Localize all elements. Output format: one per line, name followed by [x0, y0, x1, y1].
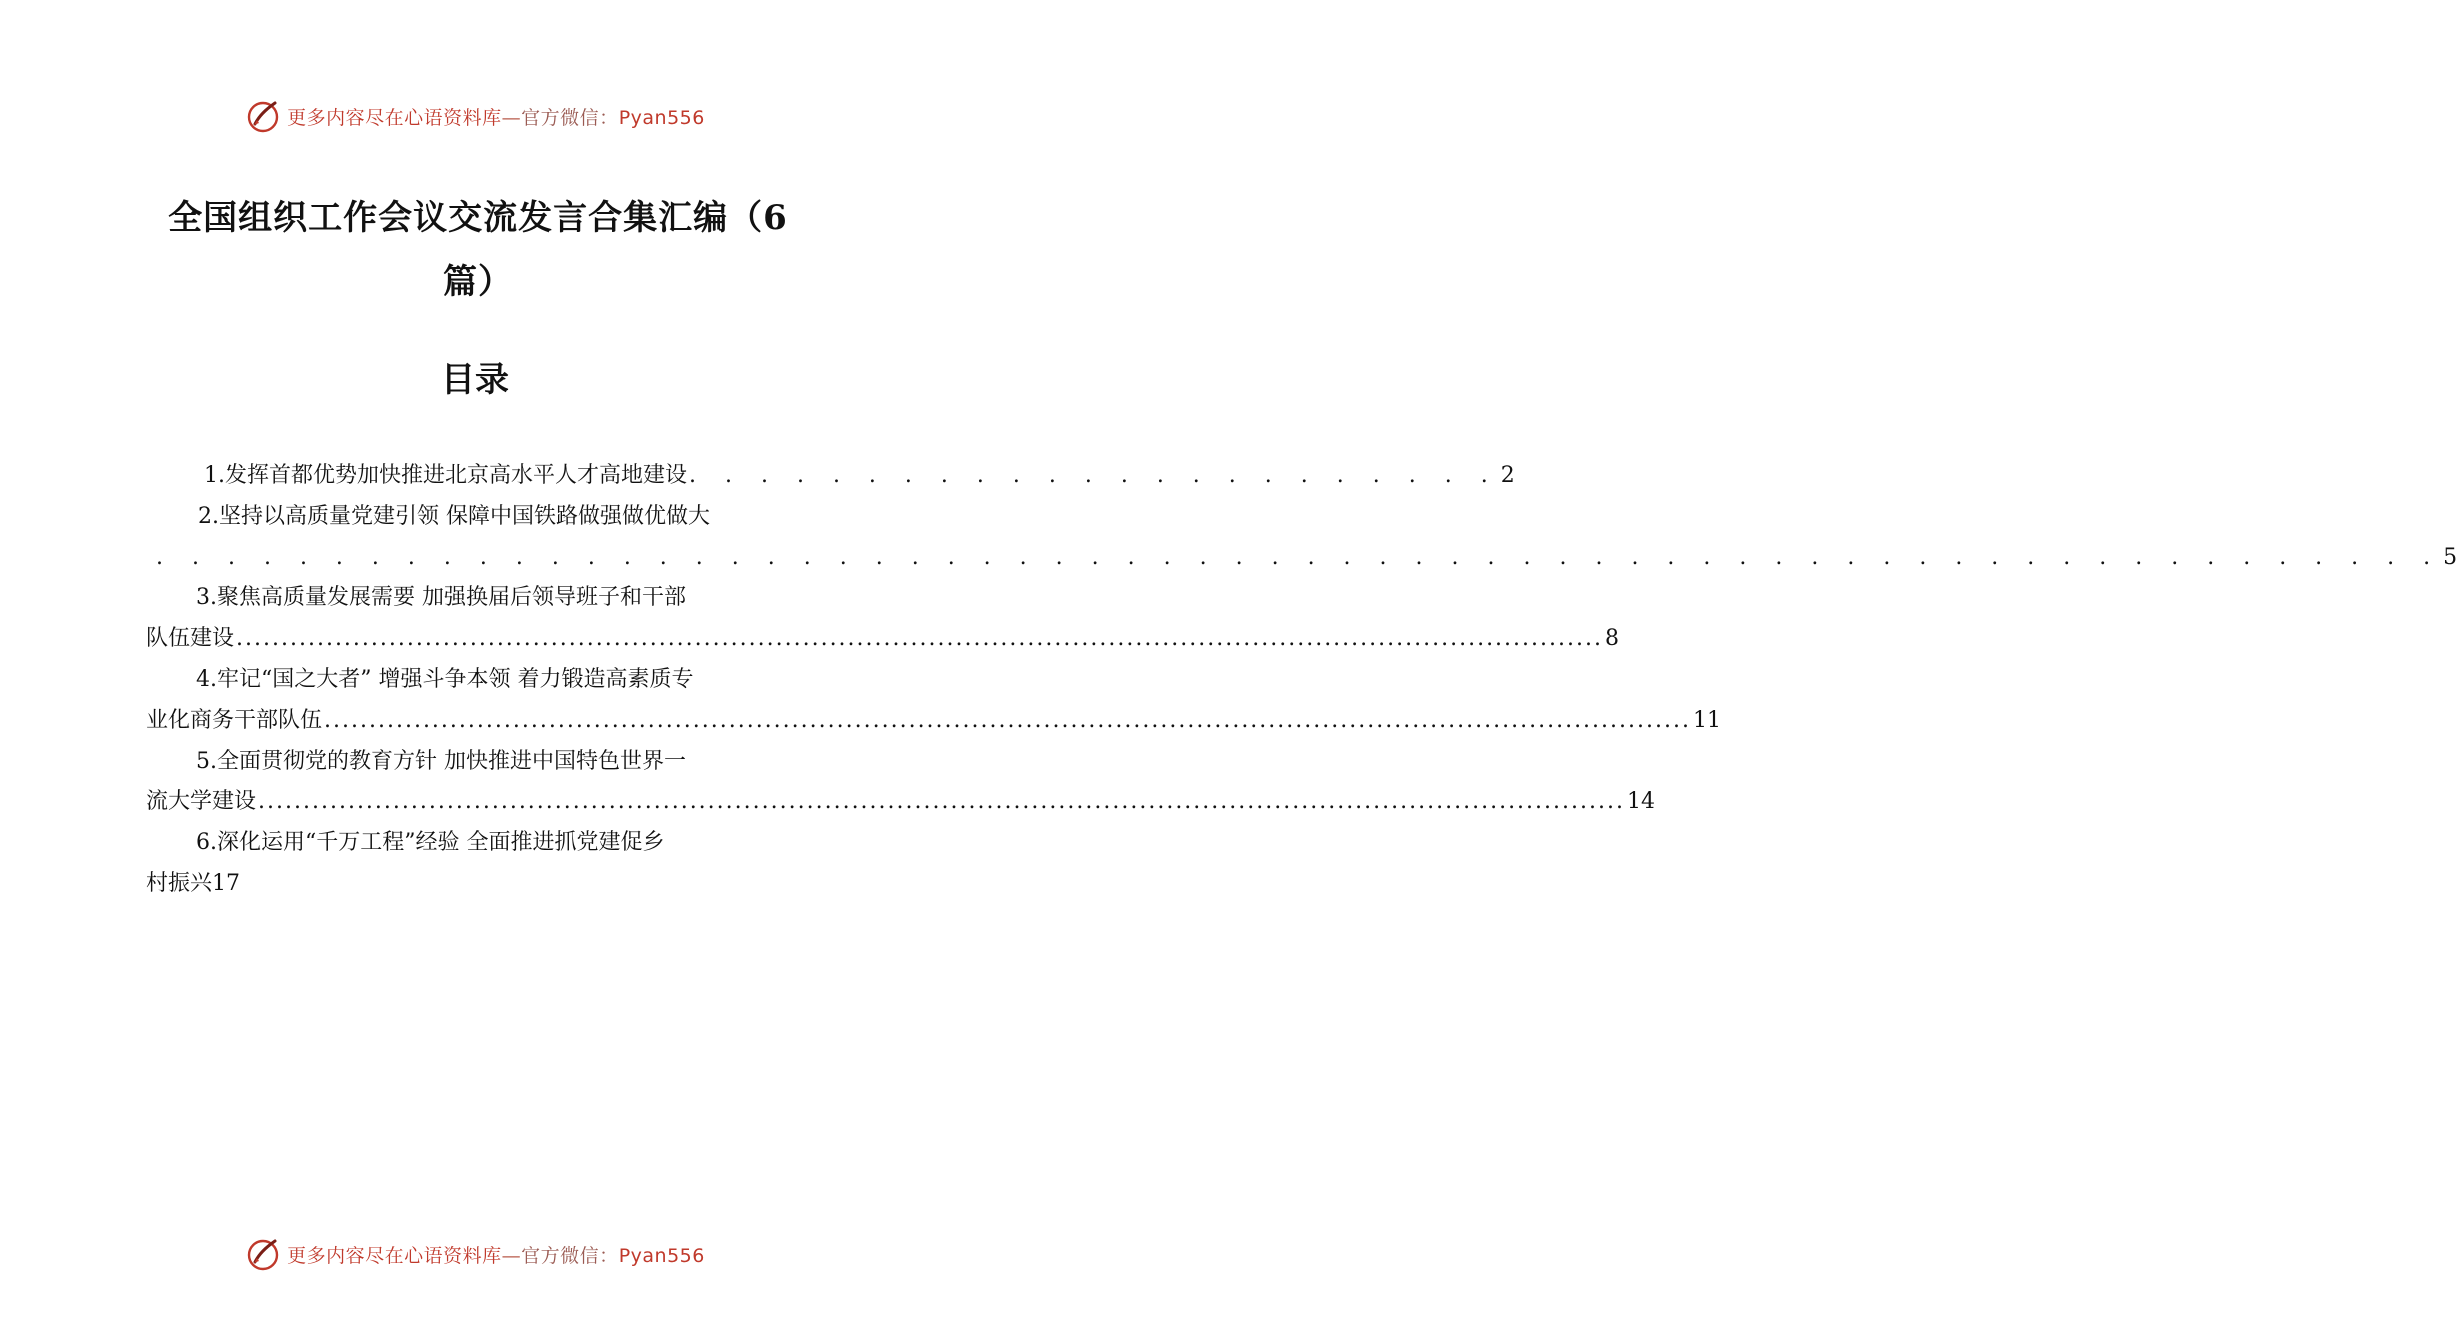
toc-entry[interactable] — [146, 456, 1515, 497]
footer-watermark — [0, 1234, 950, 1274]
toc-leader: . . . . . . . . . . . . . . . . . . . . . . . . . . . . . . . . . . . . . . . . . . . . . . . . . . . . . . . . . . . . . . . . — [156, 544, 2442, 570]
toc-heading: 目录 — [441, 360, 509, 400]
toc-entry-title-cont: 业化商务干部队伍 — [146, 707, 323, 733]
watermark-text — [287, 1241, 705, 1268]
toc-page-number: 11 — [1692, 707, 1721, 733]
toc-entry-title: 2.坚持以高质量党建引领 保障中国铁路做强做优做大 — [198, 503, 710, 529]
watermark-id: Pyan556 — [618, 1244, 705, 1267]
watermark-id: Pyan556 — [618, 106, 705, 129]
header-watermark — [0, 96, 950, 136]
document-title: 全国组织工作会议交流发言合集汇编（6篇） — [168, 198, 788, 302]
toc-entry-title-cont: 队伍建设 — [146, 626, 235, 652]
watermark-label: 官方微信： — [521, 1244, 619, 1267]
toc-page-number: 14 — [1626, 789, 1655, 815]
watermark-site: 更多内容尽在心语资料库 — [287, 1244, 502, 1267]
toc-entry[interactable] — [146, 497, 2457, 579]
toc-leader: ........................................................................................................................................................ — [236, 626, 1603, 652]
toc-entry-title: 4.牢记“国之大者” 增强斗争本领 着力锻造高素质专 — [196, 666, 694, 692]
toc-entry[interactable] — [146, 660, 1721, 742]
toc-leader: . . . . . . . . . . . . . . . . . . . . . . . — [689, 463, 1499, 488]
brush-logo-icon — [245, 1236, 281, 1272]
toc-entry[interactable] — [146, 742, 1655, 824]
toc-entry[interactable] — [146, 823, 806, 905]
toc-leader: ........................................................................................................................................................ — [324, 707, 1691, 733]
toc-page-number: 5 — [2443, 544, 2457, 570]
table-of-contents — [146, 456, 2457, 905]
brush-logo-icon — [245, 98, 281, 134]
watermark-dash: — — [501, 1244, 522, 1267]
toc-entry-title: 5.全面贯彻党的教育方针 加快推进中国特色世界一 — [196, 748, 686, 774]
toc-entry-title-cont: 村振兴 — [146, 870, 213, 896]
toc-entry-title: 6.深化运用“千万工程”经验 全面推进抓党建促乡 — [196, 830, 665, 856]
watermark-dash: — — [501, 106, 522, 129]
toc-entry[interactable] — [146, 578, 1619, 660]
toc-page-number: 2 — [1500, 463, 1515, 488]
toc-entry-title: 3.聚焦高质量发展需要 加强换届后领导班子和干部 — [196, 585, 686, 611]
watermark-site: 更多内容尽在心语资料库 — [287, 106, 502, 129]
toc-page-number: 8 — [1604, 626, 1619, 652]
toc-entry-title-cont: 流大学建设 — [146, 789, 257, 815]
watermark-text — [287, 103, 705, 130]
toc-entry-title: 1.发挥首都优势加快推进北京高水平人才高地建设 — [204, 463, 687, 488]
toc-page-number: 17 — [212, 870, 241, 896]
watermark-label: 官方微信： — [521, 106, 619, 129]
toc-leader: ........................................................................................................................................................ — [258, 789, 1625, 815]
